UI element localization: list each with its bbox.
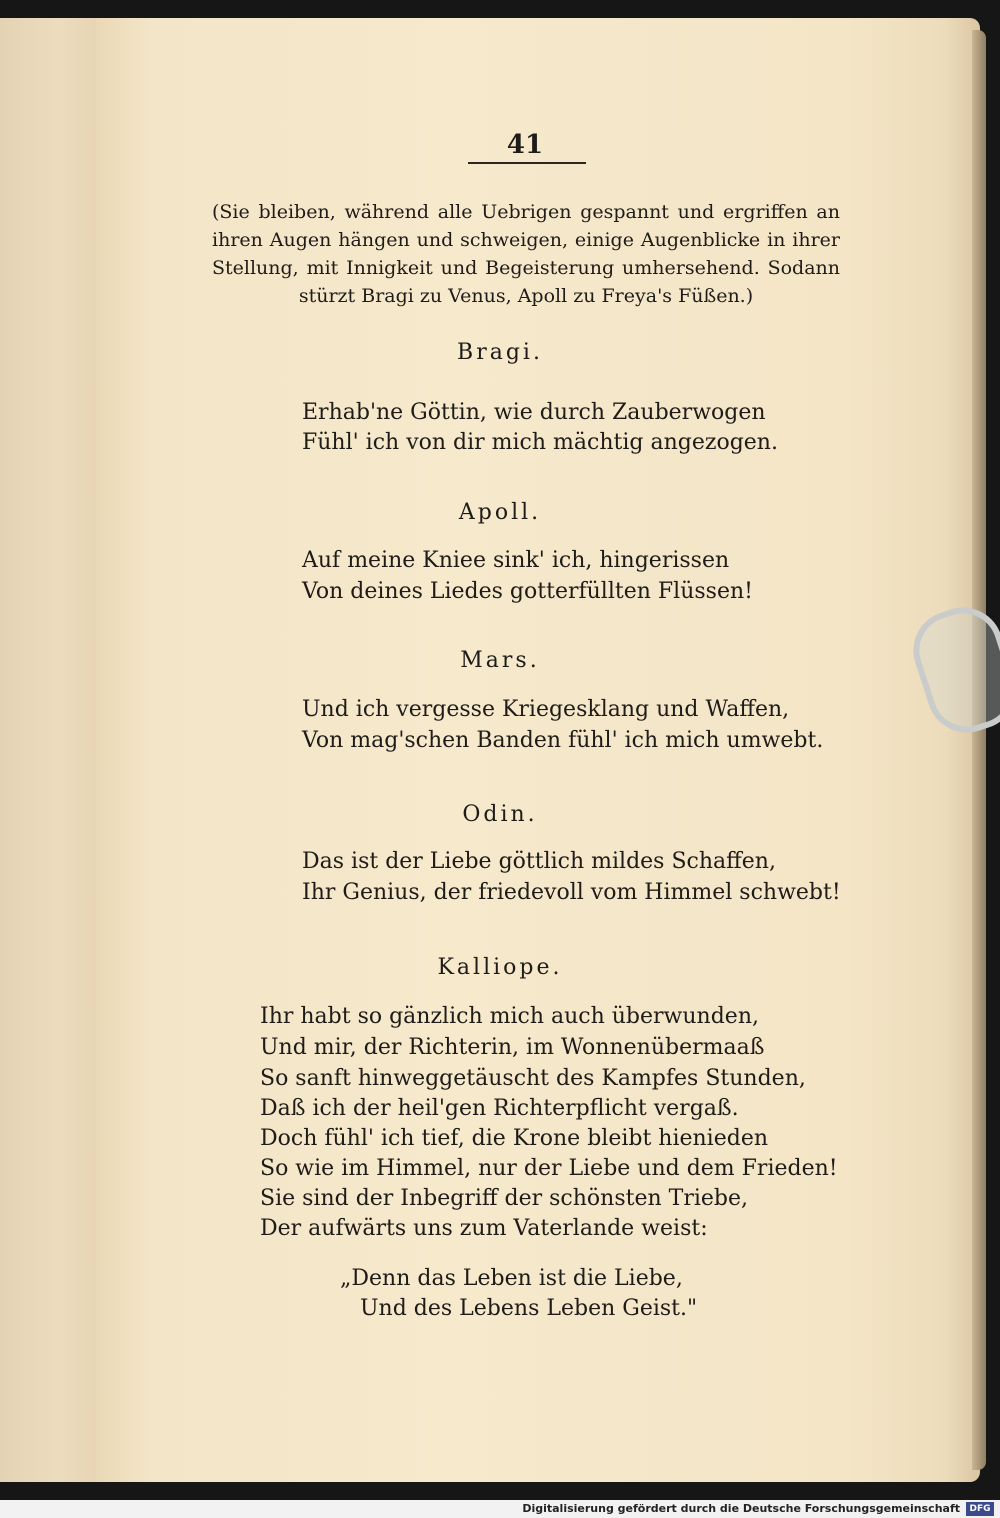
verse-line: Ihr habt so gänzlich mich auch überwunden, [260,1004,759,1029]
verse-line: Und mir, der Richterin, im Wonnenübermaaß [260,1035,765,1060]
speaker-mars: Mars. [460,648,540,673]
dfg-logo: DFG [966,1502,994,1516]
verse-line: Auf meine Kniee sink' ich, hingerissen [302,548,730,573]
footer-credit: Digitalisierung gefördert durch die Deutsche Forschungsgemeinschaft [522,1502,960,1515]
verse-line: Und ich vergesse Kriegesklang und Waffen, [302,697,790,722]
speaker-odin: Odin. [462,802,538,827]
left-page [0,18,96,1482]
verse-line: Das ist der Liebe göttlich mildes Schaffen, [302,849,776,874]
verse-line: Von deines Liedes gotterfüllten Flüssen! [302,579,753,604]
stage-direction: (Sie bleiben, während alle Uebrigen gespannt und ergriffen an ihren Augen hängen und schweigen, einige Augenblicke in ihrer Stellung, mit Innigkeit und Begeisterung umhersehend. Sodann stürzt Bragi zu Venus, Apoll zu Freya's Füßen.) [212,201,840,307]
speaker-bragi: Bragi. [457,340,543,365]
verse-line: „Denn das Leben ist die Liebe, [340,1266,683,1291]
verse-line: Fühl' ich von dir mich mächtig angezogen. [302,430,778,455]
verse-line: So wie im Himmel, nur der Liebe und dem Frieden! [260,1156,838,1181]
page-number-rule [468,162,586,164]
verse-line: Und des Lebens Leben Geist." [360,1296,698,1321]
verse-line: Daß ich der heil'gen Richterpflicht vergaß. [260,1096,739,1121]
verse-line: Ihr Genius, der friedevoll vom Himmel schwebt! [302,880,841,905]
verse-line: Sie sind der Inbegriff der schönsten Triebe, [260,1186,748,1211]
page-edge [972,30,986,1470]
verse-line: Doch fühl' ich tief, die Krone bleibt hienieden [260,1126,769,1151]
verse-line: Von mag'schen Banden fühl' ich mich umwebt. [302,728,824,753]
page-number: 41 [506,130,544,160]
verse-line: So sanft hinweggetäuscht des Kampfes Stunden, [260,1066,806,1091]
verse-line: Der aufwärts uns zum Vaterlande weist: [260,1216,708,1241]
verse-line: Erhab'ne Göttin, wie durch Zauberwogen [302,400,766,425]
speaker-apoll: Apoll. [458,500,542,525]
speaker-kalliope: Kalliope. [437,955,563,980]
